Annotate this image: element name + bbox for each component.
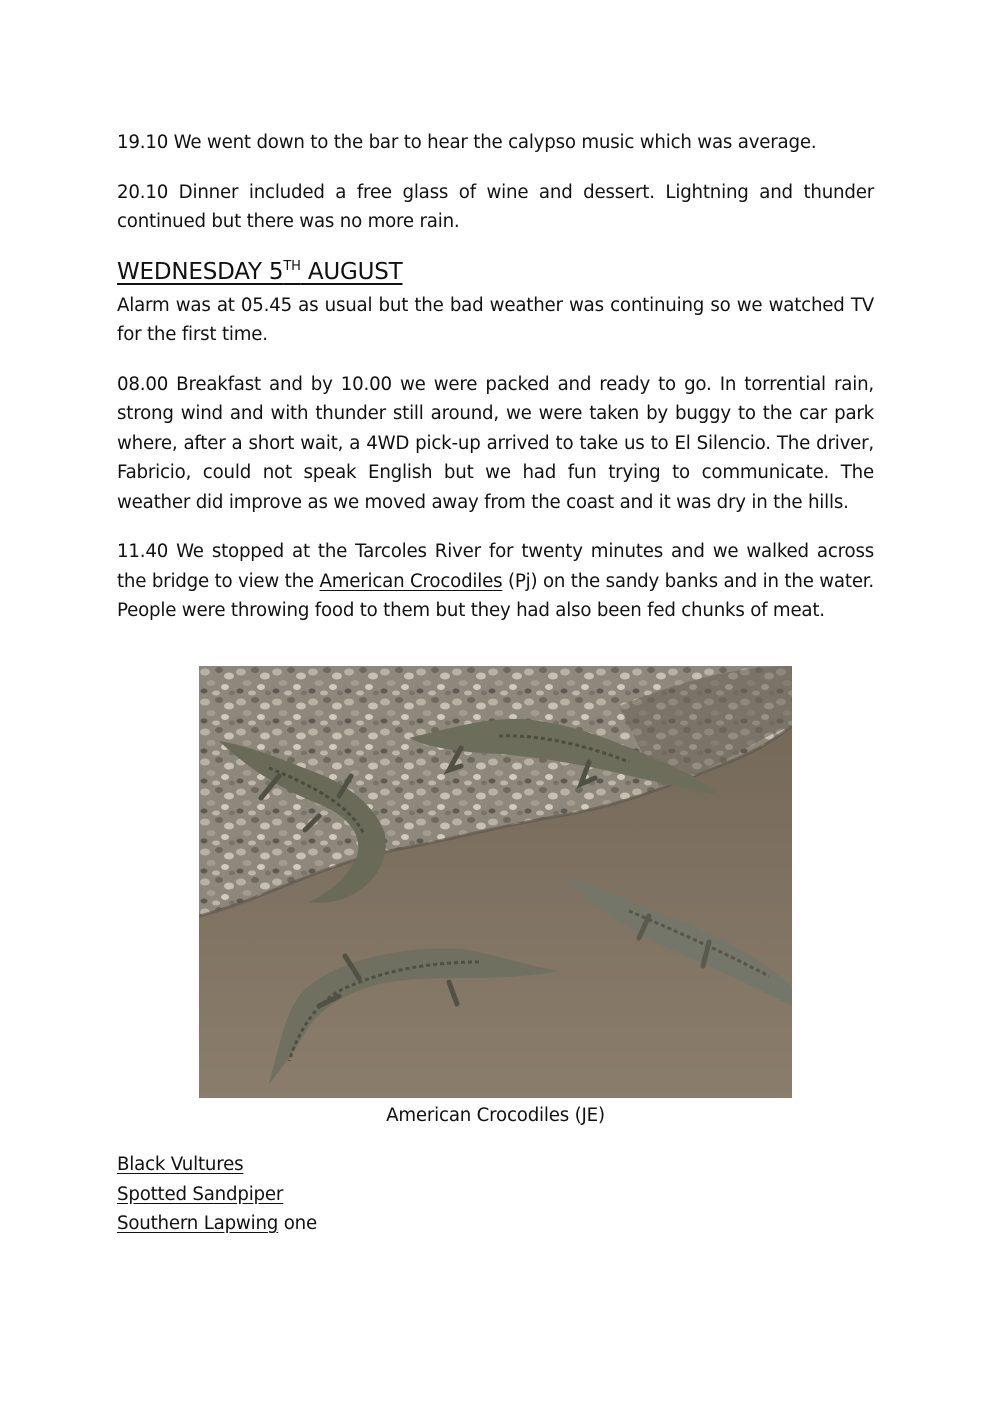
journal-page [117, 128, 874, 626]
day-heading-sup: TH [283, 258, 301, 274]
entry-1140-end: (Pj) on the sandy banks and in the water. People were throwing food to them but they had also been fed chunks of meat. [117, 570, 874, 621]
list-item [117, 1150, 717, 1180]
entry-1910: 19.10 We went down to the bar to hear the calypso music which was average. [117, 132, 817, 153]
entry-1140-start: 11.40 We stopped at the Tarcoles River for twenty minutes and we walked across the bridge to view the [117, 541, 874, 592]
crocodiles-photo [199, 666, 792, 1098]
entry-alarm: Alarm was at 05.45 as usual but the bad weather was continuing so we watched TV for the first time. [117, 294, 874, 345]
bird-list [117, 1150, 717, 1239]
day-heading-pre: WEDNESDAY 5 [117, 258, 284, 285]
list-item [117, 1209, 717, 1239]
bird-name-southern-lapwing: Southern Lapwing [117, 1213, 279, 1234]
bird-name-spotted-sandpiper: Spotted Sandpiper [117, 1183, 284, 1205]
day-heading-post: AUGUST [300, 258, 403, 285]
list-item [117, 1180, 717, 1210]
crocodiles-photo-drawing [199, 666, 792, 1098]
day-heading [117, 257, 874, 287]
bird-note: one [278, 1213, 317, 1234]
bird-name-black-vultures: Black Vultures [117, 1154, 244, 1175]
entry-2010: 20.10 Dinner included a free glass of wine and dessert. Lightning and thunder continued but there was no more rain. [117, 181, 874, 232]
entry-1140 [117, 537, 874, 626]
species-link-american-crocodiles: American Crocodiles [319, 570, 503, 592]
photo-caption: American Crocodiles (JE) [386, 1105, 605, 1126]
entry-0800: 08.00 Breakfast and by 10.00 we were packed and ready to go. In torrential rain, strong wind and with thunder still around, we were taken by buggy to the car park where, after a short wait, a 4WD pick-up arrived to take us to El Silencio. The driver, Fabricio, could not speak English but we had fun trying to communicate. The weather did improve as we moved away from the coast and it was dry in the hills. [117, 373, 874, 513]
